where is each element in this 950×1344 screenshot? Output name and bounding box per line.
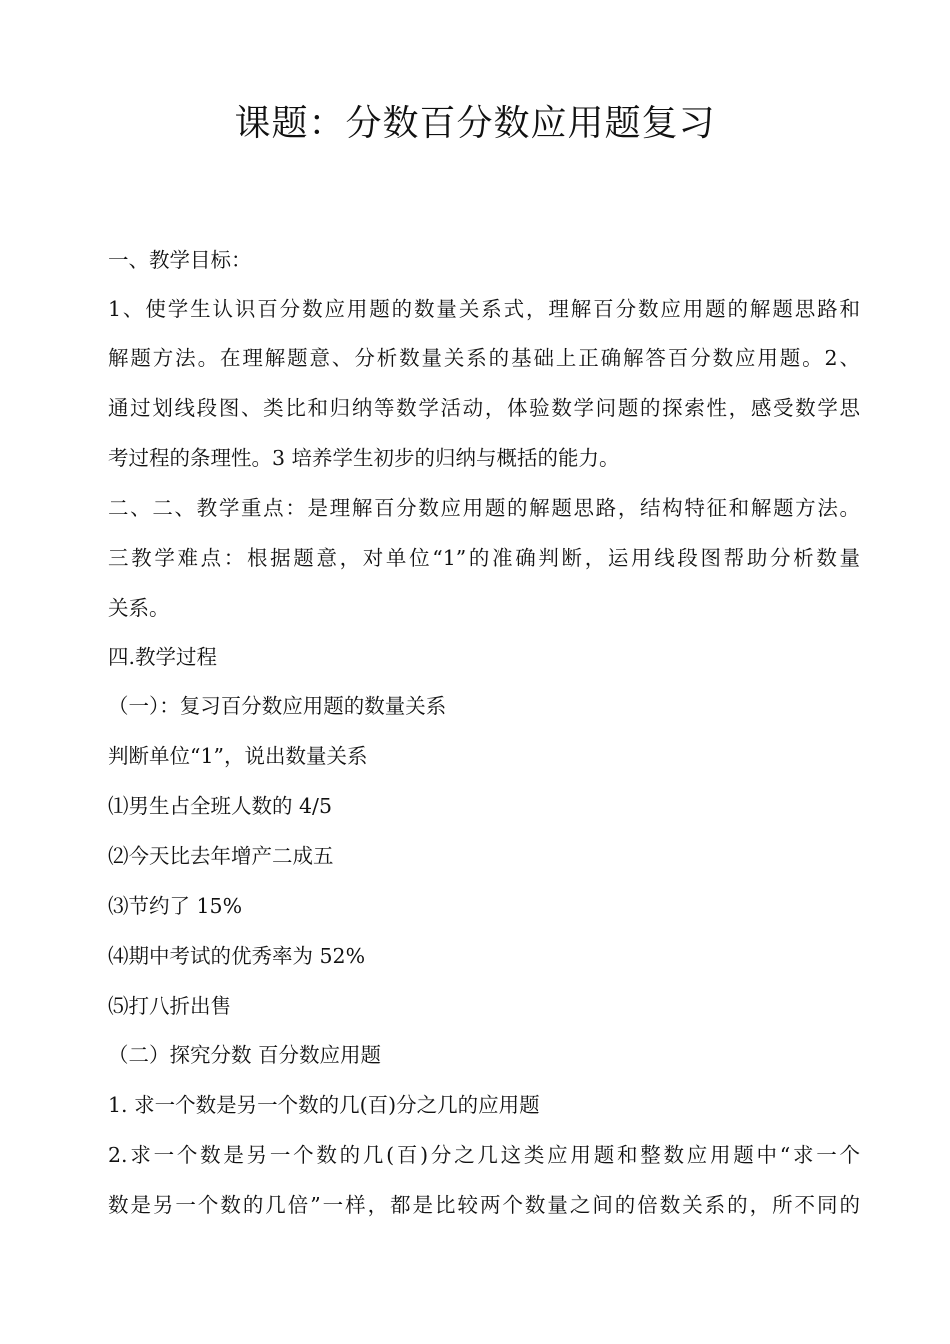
list-item: ⑶节约了 15% <box>108 894 243 918</box>
paragraph-line: 数是另一个数的几倍”一样，都是比较两个数量之间的倍数关系的，所不同的 <box>108 1193 860 1217</box>
paragraph-line: 通过划线段图、类比和归纳等数学活动，体验数学问题的探索性，感受数学思 <box>108 396 860 420</box>
section-heading-process: 四.教学过程 <box>108 645 218 669</box>
section-heading-objectives: 一、教学目标： <box>108 248 252 272</box>
list-item: ⑷期中考试的优秀率为 52% <box>108 944 366 968</box>
document-title: 课题：分数百分数应用题复习 <box>234 103 716 144</box>
paragraph-line: 判断单位“1”，说出数量关系 <box>108 744 368 768</box>
paragraph-line: 1. 求一个数是另一个数的几(百)分之几的应用题 <box>108 1093 540 1117</box>
list-item: ⑵今天比去年增产二成五 <box>108 844 334 868</box>
paragraph-line: 2.求一个数是另一个数的几(百)分之几这类应用题和整数应用题中“求一个 <box>108 1143 860 1167</box>
subsection-heading-review: （一）：复习百分数应用题的数量关系 <box>108 694 447 718</box>
list-item: ⑴男生占全班人数的 4/5 <box>108 794 333 818</box>
section-heading-difficulties: 三教学难点：根据题意，对单位“1”的准确判断，运用线段图帮助分析数量 <box>108 546 860 570</box>
paragraph-line: 1、使学生认识百分数应用题的数量关系式，理解百分数应用题的解题思路和 <box>108 297 860 321</box>
subsection-heading-explore: （二）探究分数 百分数应用题 <box>108 1043 382 1067</box>
paragraph-line: 考过程的条理性。3 培养学生初步的归纳与概括的能力。 <box>108 446 620 470</box>
section-heading-key-points: 二、二、教学重点：是理解百分数应用题的解题思路，结构特征和解题方法。 <box>108 496 860 520</box>
paragraph-line: 解题方法。在理解题意、分析数量关系的基础上正确解答百分数应用题。2、 <box>108 346 860 370</box>
paragraph-line: 关系。 <box>108 596 170 620</box>
list-item: ⑸打八折出售 <box>108 994 231 1018</box>
